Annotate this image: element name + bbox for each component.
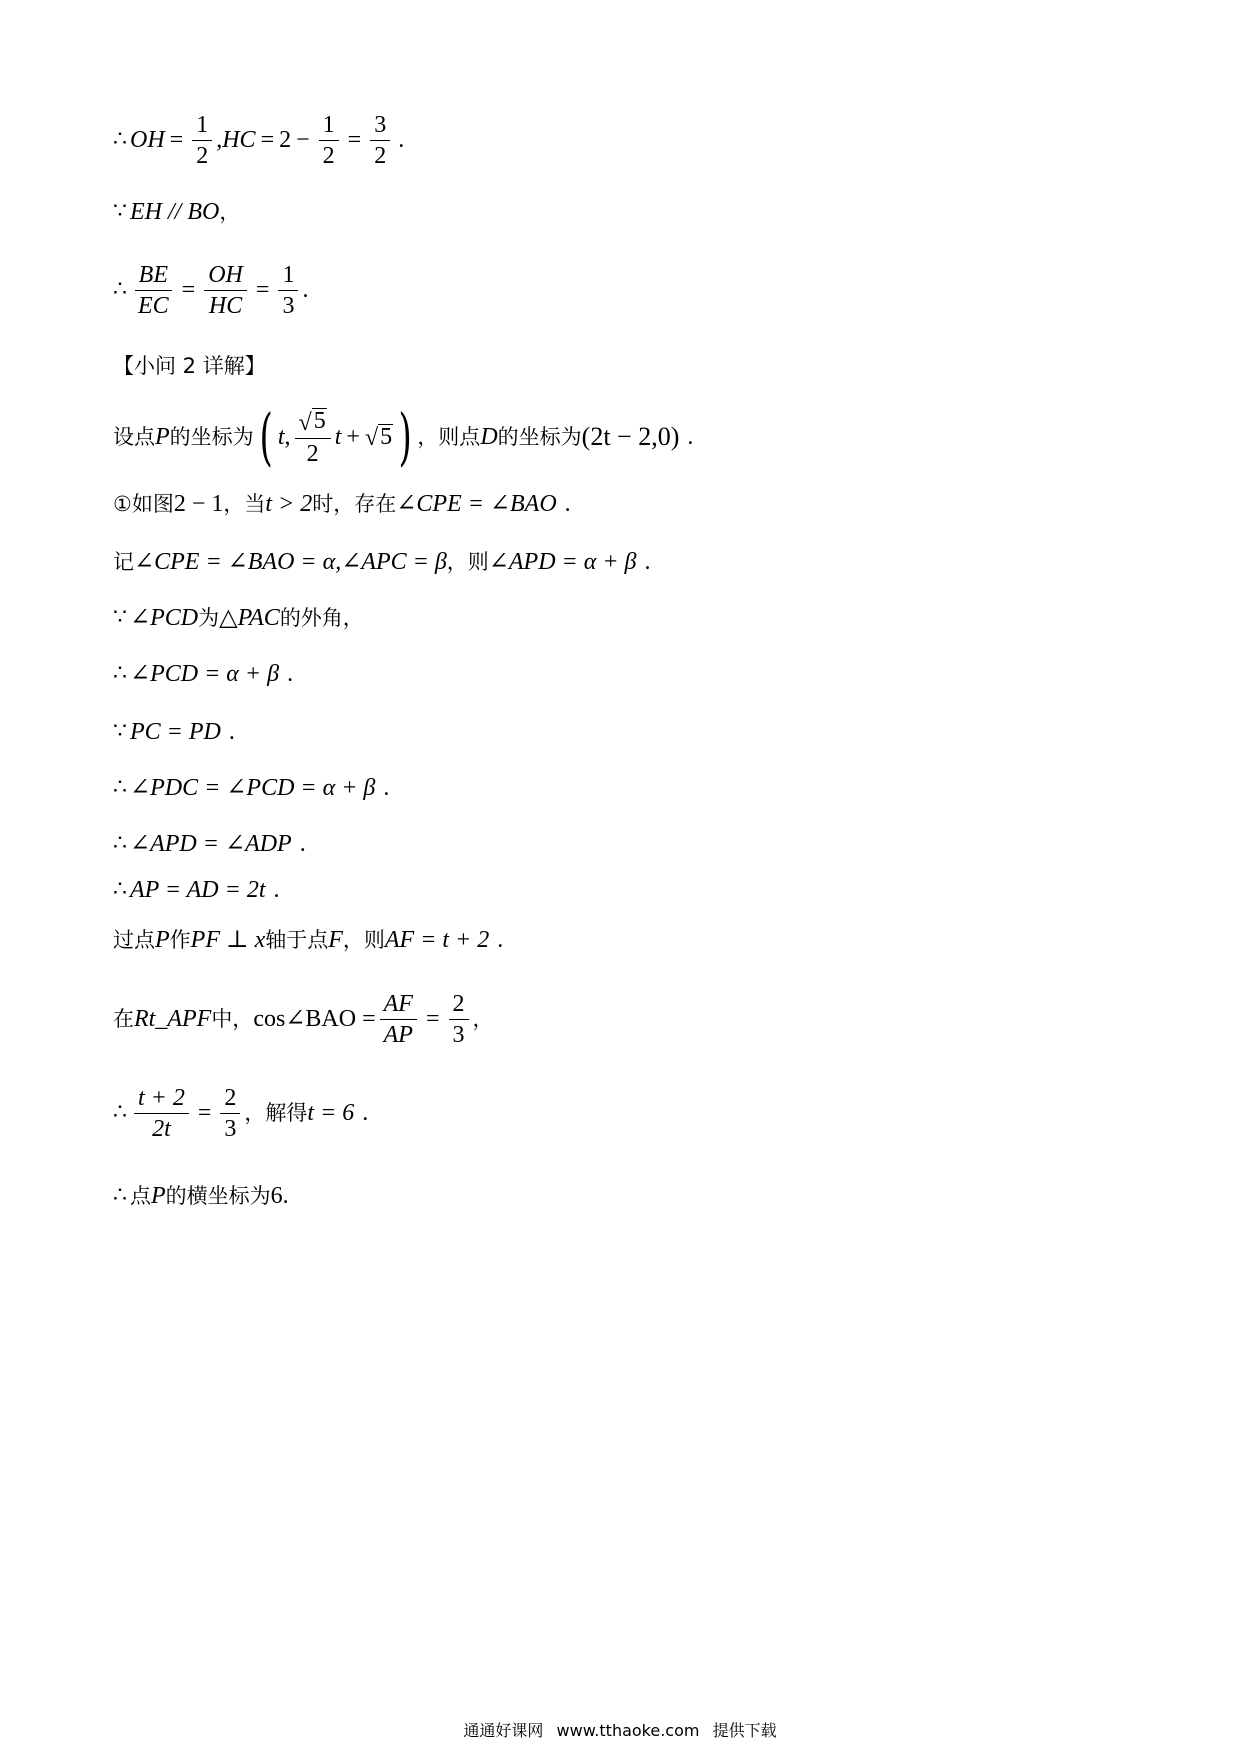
math-expr: AP = AD = 2t (130, 877, 266, 903)
text: ，则 (446, 549, 489, 574)
denominator: 2 (196, 142, 209, 169)
text: 作 (169, 927, 191, 952)
line-point-p-coords (113, 402, 693, 472)
math-p: P (151, 1183, 166, 1209)
math-minus: − (296, 127, 310, 153)
sqrt: √ 5 (364, 423, 393, 452)
line-pdc (113, 766, 389, 810)
line-pc-pd (113, 710, 235, 754)
math-expr: ∠PCD = α + β (130, 661, 280, 687)
section-heading: 【小问 2 详解】 (113, 353, 266, 378)
because-symbol: ∵ (113, 719, 127, 744)
fraction (220, 1086, 240, 1141)
math-expr: ∠APD = α + β (488, 549, 637, 575)
math-expr: ∠PDC = ∠PCD = α + β (130, 775, 376, 801)
fraction (449, 992, 469, 1047)
math-t: t (334, 424, 342, 450)
fraction (370, 113, 390, 168)
math-coord: (2t − 2,0) (581, 422, 680, 451)
numerator: 3 (370, 113, 390, 141)
text: ①如图 (113, 491, 174, 516)
math-period: . (273, 877, 280, 903)
math-p: P (155, 424, 170, 450)
text: 的坐标为 (169, 424, 254, 449)
line-pcd (113, 652, 293, 696)
math-comma: , (284, 424, 291, 450)
math-f: F (328, 927, 343, 953)
therefore-symbol: ∴ (113, 1183, 127, 1208)
math-triangle: △PAC (219, 605, 280, 631)
numerator (295, 408, 331, 438)
line-define-alpha-beta (113, 540, 650, 584)
therefore-symbol: ∴ (113, 127, 127, 152)
numerator: OH (204, 263, 247, 291)
footer-url[interactable]: www.tthaoke.com (556, 1721, 700, 1740)
math-eq: = (181, 277, 196, 303)
text: ，解得 (244, 1100, 308, 1125)
text: 设点 (113, 424, 155, 449)
fraction (192, 113, 212, 168)
numerator: BE (135, 263, 172, 291)
math-oh: OH (130, 127, 165, 153)
math-expr: AF = t + 2 (384, 927, 490, 953)
denominator: HC (208, 292, 243, 319)
math-eq: = (347, 127, 362, 153)
math-expr: ∠CPE = ∠BAO = α,∠APC = β (134, 549, 447, 575)
right-paren: ) (398, 400, 412, 473)
math-expr: EH // BO (130, 199, 220, 225)
math-expr: ∠CPE = ∠BAO (396, 491, 557, 517)
fraction (380, 992, 417, 1047)
text: 为 (198, 605, 220, 630)
fraction (204, 263, 247, 318)
math-expr: ∠APD = ∠ADP (130, 831, 292, 857)
numerator: 1 (319, 113, 339, 141)
math-cos: cos∠BAO = (253, 1006, 376, 1032)
fraction (319, 113, 339, 168)
text: 的横坐标为 (165, 1183, 271, 1208)
denominator: 3 (282, 292, 295, 319)
footer-suffix: 提供下载 (712, 1721, 777, 1740)
therefore-symbol: ∴ (113, 277, 127, 302)
text: ，则点 (417, 424, 481, 449)
math-period: . (383, 775, 390, 801)
line-apd-adp (113, 822, 306, 866)
therefore-symbol: ∴ (113, 775, 127, 800)
line-exterior-angle (113, 596, 364, 640)
text: ，当 (223, 491, 266, 516)
numerator: t + 2 (134, 1086, 189, 1114)
numerator: 1 (192, 113, 212, 141)
left-paren: ( (259, 400, 273, 473)
page-footer (0, 1718, 1240, 1741)
text: 记 (113, 549, 134, 574)
line-be-ec-ratio (113, 262, 308, 318)
math-period: . (497, 927, 504, 953)
text: 在 (113, 1006, 134, 1031)
numerator: 2 (220, 1086, 240, 1114)
math-eq: = (255, 277, 270, 303)
line-eh-parallel-bo (113, 190, 240, 234)
math-plus: + (346, 424, 360, 450)
math-period: . (302, 277, 309, 303)
fraction (134, 1086, 189, 1141)
numerator: 1 (278, 263, 298, 291)
denominator: EC (138, 292, 169, 319)
numerator: 2 (449, 992, 469, 1020)
text: 轴于点 (265, 927, 329, 952)
math-period: . (687, 424, 694, 450)
line-solve-t (113, 1078, 368, 1148)
math-eq: = (197, 1100, 212, 1126)
sqrt: √ 5 (298, 408, 326, 436)
therefore-symbol: ∴ (113, 831, 127, 856)
denominator: 2 (306, 440, 319, 467)
text: 中， (211, 1006, 254, 1031)
line-answer (113, 1174, 289, 1218)
math-period: . (299, 831, 306, 857)
math-period: . (362, 1100, 369, 1126)
text: 点 (130, 1183, 151, 1208)
denominator: 2t (152, 1115, 171, 1142)
denominator: 2 (374, 142, 387, 169)
math-period: . (644, 549, 651, 575)
radicand: 5 (380, 423, 393, 450)
numerator: AF (380, 992, 417, 1020)
math-cond: t > 2 (265, 491, 313, 517)
therefore-symbol: ∴ (113, 661, 127, 686)
math-expr: PF ⊥ x (190, 927, 266, 953)
math-comma: , (216, 127, 223, 153)
math-expr: ∠PCD (130, 605, 199, 631)
footer-site: 通通好课网 (463, 1721, 544, 1740)
math-period: . (398, 127, 405, 153)
text: 的外角， (279, 605, 364, 630)
math-period: . (287, 661, 294, 687)
line-cos-bao (113, 984, 494, 1054)
math-t: t (277, 424, 285, 450)
math-period: . (564, 491, 571, 517)
text: 时，存在 (312, 491, 397, 516)
math-expr: PC = PD (130, 719, 221, 745)
denominator: 2 (322, 142, 335, 169)
math-rt: Rt_APF (134, 1006, 212, 1032)
fraction (278, 263, 298, 318)
math-d: D (480, 424, 498, 450)
math-value: 6. (270, 1183, 289, 1209)
because-symbol: ∵ (113, 199, 127, 224)
math-eq: = (260, 127, 275, 153)
line-perpendicular (113, 918, 503, 962)
line-ap-ad (113, 868, 280, 912)
math-p: P (155, 927, 170, 953)
math-period: . (228, 719, 235, 745)
therefore-symbol: ∴ (113, 1100, 127, 1125)
because-symbol: ∵ (113, 605, 127, 630)
denominator: 3 (224, 1115, 237, 1142)
math-hc: HC (222, 127, 256, 153)
denominator: 3 (452, 1021, 465, 1048)
fraction-sqrt5-over-2 (295, 408, 331, 465)
line-oh-hc (113, 112, 404, 168)
text: 的坐标为 (497, 424, 582, 449)
radicand: 5 (313, 408, 326, 435)
math-fig: 2 − 1 (173, 491, 224, 517)
math-eq: = (425, 1006, 440, 1032)
text: 过点 (113, 927, 155, 952)
text: ，则 (342, 927, 385, 952)
math-expr: t = 6 (307, 1100, 355, 1126)
math-eq: = (169, 127, 184, 153)
punct: ， (472, 1006, 494, 1031)
denominator: AP (383, 1021, 413, 1048)
math-two: 2 (279, 127, 292, 153)
therefore-symbol: ∴ (113, 877, 127, 902)
punct: ， (219, 199, 241, 224)
fraction (134, 263, 173, 318)
line-case-1 (113, 482, 571, 526)
